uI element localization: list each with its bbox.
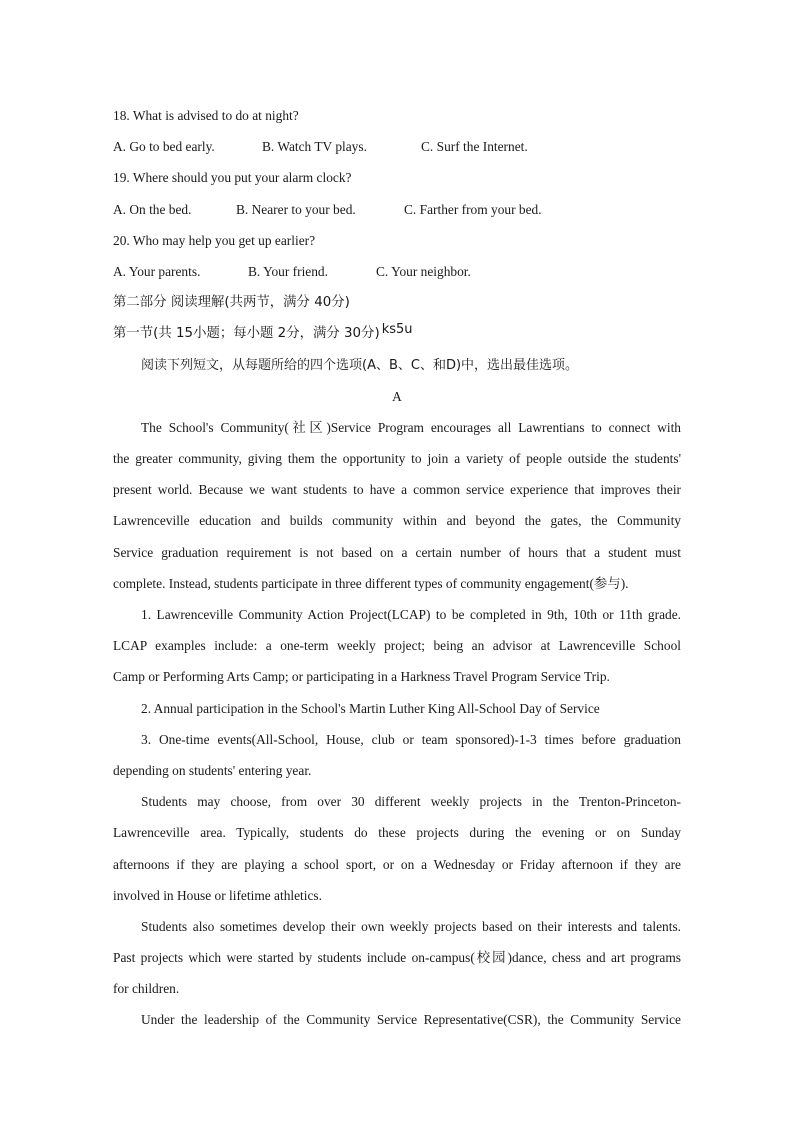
passage-label: A [392,388,402,404]
text-line: the greater community, giving them the opportunity to join a variety of people outside the students' [113,451,681,467]
question-19-stem: 19. Where should you put your alarm clock? [113,170,352,186]
option-a: A. On the bed. [113,201,192,217]
text-line: Service graduation requirement is not based on a certain number of hours that a student must [113,544,681,560]
question-20-stem: 20. Who may help you get up earlier? [113,232,316,248]
text-line: afternoons if they are playing a school sport, or on a Wednesday or Friday afternoon if they are [113,856,681,872]
passage-item-1 [113,599,681,693]
section1-heading-text: 第一节(共 15小题；每小题 2分，满分 30分) [113,326,380,342]
text-line: depending on students' entering year. [113,762,312,778]
text-line: Under the leadership of the Community Service Representative(CSR), the Community Service [141,1012,681,1028]
option-a: A. Your parents. [113,263,201,279]
text-line: Past projects which were started by students include on-campus(校园)dance, chess and art programs [113,950,681,966]
section1-heading [113,318,681,349]
question-18-options [113,131,681,162]
text-line: involved in House or lifetime athletics. [113,887,322,903]
option-c: C. Your neighbor. [376,263,471,279]
text-line: The School's Community(社区)Service Program encourages all Lawrentians to connect with [141,419,681,435]
passage-paragraph-3 [113,911,681,1005]
passage-paragraph-1 [113,412,681,599]
text-line: 3. One-time events(All-School, House, club or team sponsored)-1-3 times before graduation [141,731,681,747]
passage-paragraph-4 [113,1004,681,1035]
text-line: for children. [113,981,180,997]
instruction: 阅读下列短文，从每题所给的四个选项(A、B、C、和D)中，选出最佳选项。 [141,357,579,373]
question-18-stem: 18. What is advised to do at night? [113,108,299,123]
text-line: Students also sometimes develop their own weekly projects based on their interests and talents. [141,918,681,934]
page-content [113,100,681,1036]
text-line: complete. Instead, students participate in three different types of community engagement(参与). [113,575,629,591]
text-line: Lawrenceville education and builds community within and beyond the gates, the Community [113,513,681,529]
passage-item-2: 2. Annual participation in the School's Martin Luther King All-School Day of Service [141,700,600,716]
text-line: present world. Because we want students to have a common service experience that improves their [113,482,681,498]
option-b: B. Your friend. [248,263,328,279]
question-20-options [113,256,681,287]
option-b: B. Watch TV plays. [262,139,367,155]
passage-paragraph-2 [113,786,681,911]
option-c: C. Surf the Internet. [421,139,528,155]
text-line: Camp or Performing Arts Camp; or participating in a Harkness Travel Program Service Trip. [113,669,610,685]
option-b: B. Nearer to your bed. [236,201,356,217]
option-c: C. Farther from your bed. [404,201,542,217]
text-line: LCAP examples include: a one-term weekly project; being an advisor at Lawrenceville School [113,638,681,654]
text-line: Lawrenceville area. Typically, students do these projects during the evening or on Sunday [113,825,681,841]
question-19-options [113,194,681,225]
part2-heading: 第二部分 阅读理解(共两节，满分 40分) [113,295,350,311]
watermark-text: ks5u [381,322,413,338]
passage-item-3 [113,724,681,786]
option-a: A. Go to bed early. [113,139,215,155]
text-line: 1. Lawrenceville Community Action Project(LCAP) to be completed in 9th, 10th or 11th grade. [141,607,681,622]
text-line: Students may choose, from over 30 different weekly projects in the Trenton-Princeton- [141,794,681,810]
